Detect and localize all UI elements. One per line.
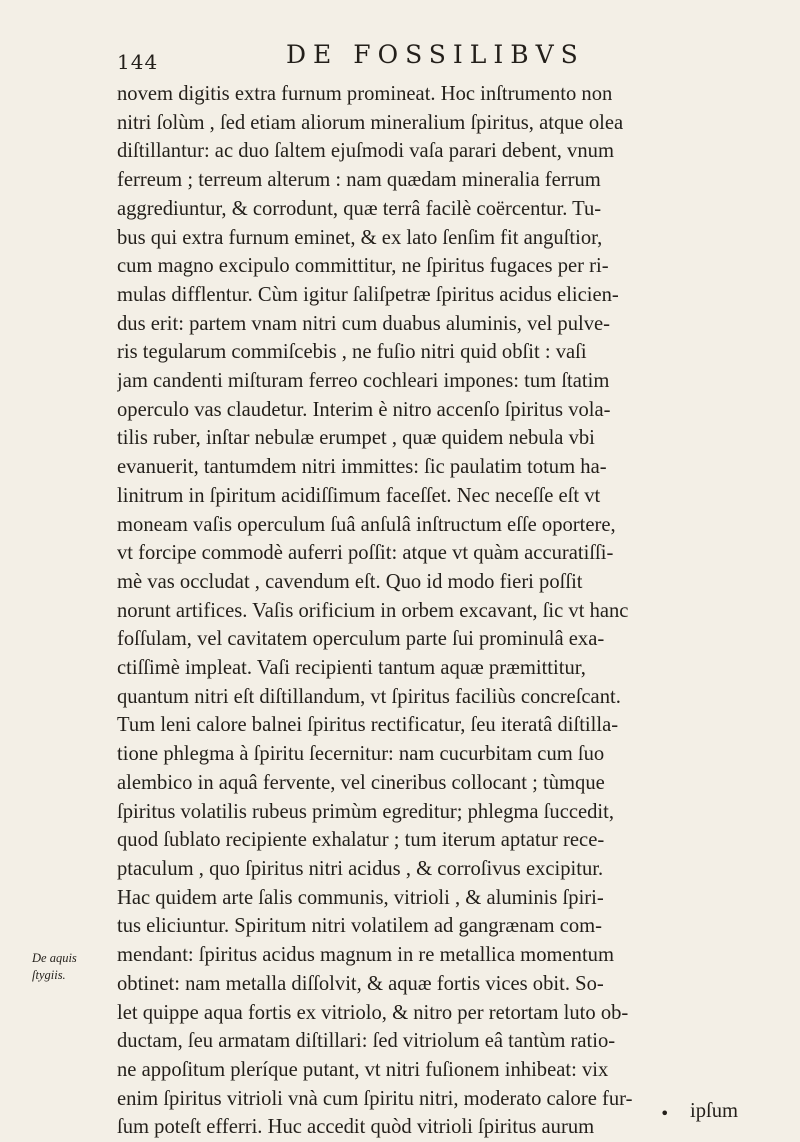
text-line: tus eliciuntur. Spiritum nitri volatilem ad gangrænam com- xyxy=(117,915,603,938)
text-line: obtinet: nam metalla diſſolvit, & aquæ fortis vices obit. So- xyxy=(117,972,604,995)
text-line: linitrum in ſpiritum acidiſſimum faceſſet. Nec neceſſe eſt vt xyxy=(117,484,601,507)
text-line: operculo vas claudetur. Interim è nitro accenſo ſpiritus vola- xyxy=(117,398,611,421)
text-line: foſſulam, vel cavitatem operculum parte ſui prominulâ exa- xyxy=(117,628,605,651)
margin-note-line: De aquis xyxy=(32,951,77,965)
text-line: let quippe aqua fortis ex vitriolo, & nitro per retortam luto ob- xyxy=(117,1001,629,1024)
text-line: diſtillantur: ac duo ſaltem ejuſmodi vaſa parari debent, vnum xyxy=(117,140,614,163)
text-line: alembico in aquâ fervente, vel cineribus collocant ; tùmque xyxy=(117,771,605,794)
text-line: aggrediuntur, & corrodunt, quæ terrâ facilè coërcentur. Tu- xyxy=(117,197,602,220)
margin-note xyxy=(32,950,112,984)
text-line: ductam, ſeu armatam diſtillari: ſed vitriolum eâ tantùm ratio- xyxy=(117,1030,616,1053)
text-line: ctiſſimè impleat. Vaſi recipienti tantum aquæ præmittitur, xyxy=(117,657,586,680)
text-line: mulas difflentur. Cùm igitur ſaliſpetræ ſpiritus acidus elicien- xyxy=(117,283,619,306)
text-line: ſpiritus volatilis rubeus primùm egreditur; phlegma ſuccedit, xyxy=(117,800,615,823)
main-text-block xyxy=(117,80,777,1142)
text-line: dus erit: partem vnam nitri cum duabus aluminis, vel pulve- xyxy=(117,312,611,335)
text-line: ferreum ; terreum alterum : nam quædam mineralia ferrum xyxy=(117,169,601,192)
text-line: norunt artifices. Vaſis orificium in orbem excavant, ſic vt hanc xyxy=(117,599,629,622)
text-line: Hac quidem arte ſalis communis, vitrioli , & aluminis ſpiri- xyxy=(117,886,604,909)
text-line: evanuerit, tantumdem nitri immittes: ſic paulatim totum ha- xyxy=(117,456,607,479)
text-line: enim ſpiritus vitrioli vnà cum ſpiritu nitri, moderato calore fur- xyxy=(117,1087,633,1110)
text-line: moneam vaſis operculum ſuâ anſulâ inſtructum eſſe oportere, xyxy=(117,513,616,536)
page-number: 144 xyxy=(117,50,159,74)
text-line: cum magno excipulo committitur, ne ſpiritus fugaces per ri- xyxy=(117,255,609,278)
catchword: ipſum xyxy=(690,1100,739,1122)
text-line: mendant: ſpiritus acidus magnum in re metallica momentum xyxy=(117,944,614,967)
text-line: vt forcipe commodè auferri poſſit: atque vt quàm accuratiſſi- xyxy=(117,542,614,565)
signature-mark: • xyxy=(660,1104,670,1123)
running-title: DE FOSSILIBVS xyxy=(286,40,585,69)
text-line: bus qui extra furnum eminet, & ex lato ſenſim fit anguſtior, xyxy=(117,226,603,249)
text-line: jam candenti miſturam ferreo cochleari impones: tum ſtatim xyxy=(117,370,610,393)
text-line: ptaculum , quo ſpiritus nitri acidus , & corroſivus excipitur. xyxy=(117,857,604,880)
text-line: Tum leni calore balnei ſpiritus rectificatur, ſeu iteratâ diſtilla- xyxy=(117,714,619,737)
text-line: quod ſublato recipiente exhalatur ; tum iterum aptatur rece- xyxy=(117,829,605,852)
text-line: ris tegularum commiſcebis , ne fuſio nitri quid obſit : vaſi xyxy=(117,341,587,364)
text-line: tione phlegma à ſpiritu ſecernitur: nam cucurbitam cum ſuo xyxy=(117,743,605,766)
text-line: ne appoſitum pleríque putant, vt nitri fuſionem inhibeat: vix xyxy=(117,1058,609,1081)
text-line: ſum poteſt efferri. Huc accedit quòd vitrioli ſpiritus aurum xyxy=(117,1116,595,1139)
text-line: quantum nitri eſt diſtillandum, vt ſpiritus faciliùs concreſcant. xyxy=(117,685,621,708)
margin-note-line: ſtygiis. xyxy=(32,968,66,982)
text-line: nitri ſolùm , ſed etiam aliorum mineralium ſpiritus, atque olea xyxy=(117,111,624,134)
text-line: novem digitis extra furnum promineat. Hoc inſtrumento non xyxy=(117,83,613,105)
text-line: mè vas occludat , cavendum eſt. Quo id modo fieri poſſit xyxy=(117,570,583,593)
text-line: tilis ruber, inſtar nebulæ erumpet , quæ quidem nebula vbi xyxy=(117,427,595,450)
